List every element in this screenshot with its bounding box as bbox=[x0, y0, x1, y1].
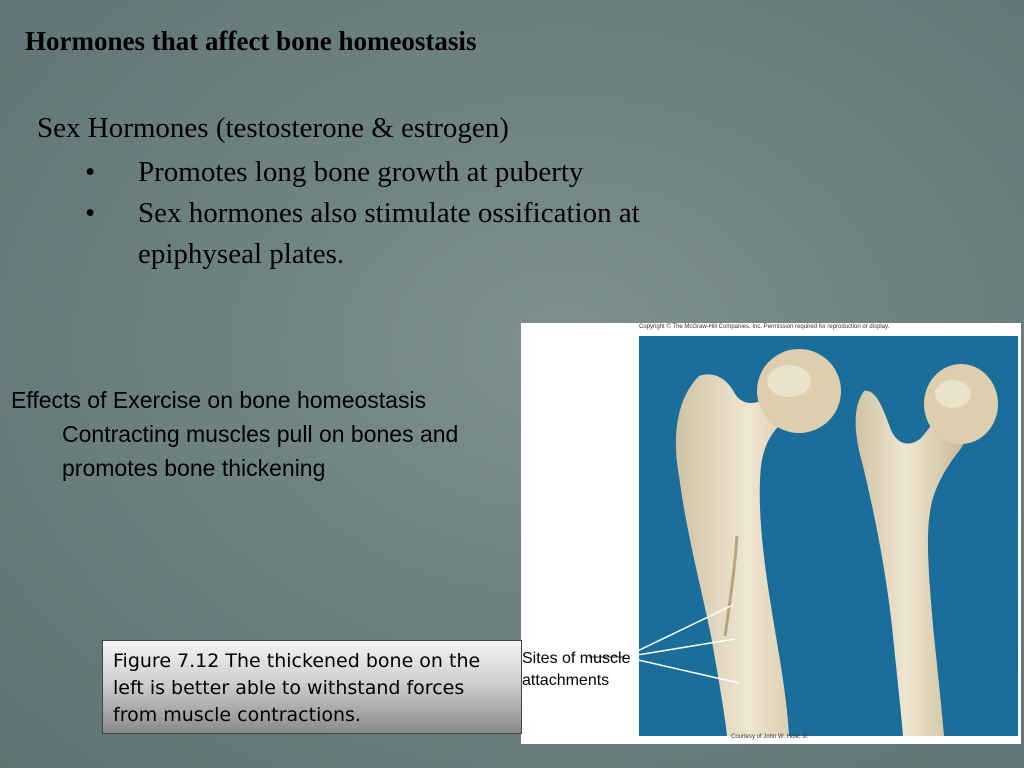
leader-line bbox=[625, 639, 735, 657]
sites-of-muscle-attachments-label: Sites of muscle attachments bbox=[522, 650, 631, 689]
bullet-marker: • bbox=[85, 197, 96, 229]
photo-credit: Courtesy of John W. Hole, Jr. bbox=[731, 734, 809, 740]
copyright-notice: Copyright © The McGraw-Hill Companies, Inc. Permission required for reproduction or display. bbox=[639, 324, 890, 330]
figure-caption: Figure 7.12 The thickened bone on the left is better able to withstand forces from muscle contractions. bbox=[102, 640, 522, 734]
sex-hormones-heading: Sex Hormones (testosterone & estrogen) bbox=[37, 112, 509, 144]
slide-title: Hormones that affect bone homeostasis bbox=[25, 26, 477, 56]
exercise-section bbox=[11, 383, 511, 485]
bullet-item bbox=[85, 152, 745, 193]
bullet-marker: • bbox=[85, 156, 96, 188]
exercise-heading: Effects of Exercise on bone homeostasis bbox=[11, 387, 427, 413]
bullet-text: Promotes long bone growth at puberty bbox=[138, 156, 584, 188]
bullet-item bbox=[85, 193, 745, 275]
leader-line bbox=[625, 605, 733, 657]
exercise-detail: Contracting muscles pull on bones and promotes bone thickening bbox=[62, 421, 459, 481]
sex-hormones-bullet-list bbox=[85, 152, 745, 275]
leader-line bbox=[625, 657, 739, 683]
bullet-text: Sex hormones also stimulate ossification at epiphyseal plates. bbox=[138, 197, 640, 270]
figure-panel bbox=[521, 323, 1021, 744]
